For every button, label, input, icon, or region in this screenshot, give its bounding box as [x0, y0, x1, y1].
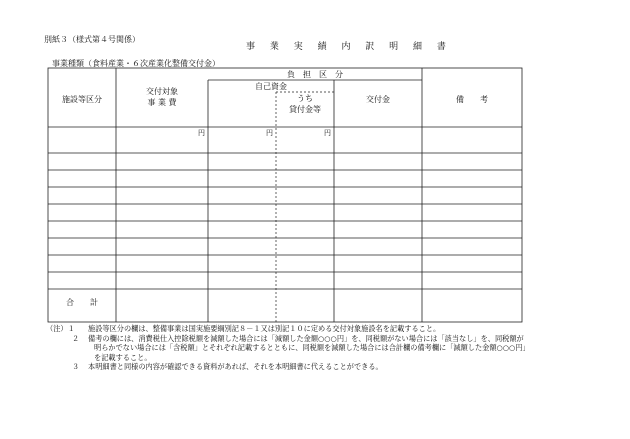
note-item [52, 333, 524, 344]
document-title: 事 業 実 績 内 訳 明 細 書 [246, 42, 452, 52]
yen-unit-own-funds: 円 [266, 129, 273, 137]
note-text: 本明細書と同様の内容が確認できる資料があれば、それを本明細書に代えることができる。 [88, 362, 383, 372]
yen-unit-loan: 円 [324, 129, 331, 137]
note-item [52, 362, 383, 372]
note-text: 備考の欄には、消費税仕入控除税額を減額した場合には「減額した金額○○○円」を、同税額がない場合には「該当なし」を、同税額が [88, 333, 524, 343]
form-label: 別紙３（様式第４号関係） [44, 35, 140, 44]
col-subsidy-target-header-line2: 事 業 費 [147, 98, 177, 107]
project-type-label: 事業種類（食料産業・６次産業化整備交付金） [52, 59, 220, 68]
note-text: 明らかでない場合には「含税額」とそれぞれ記載するとともに、同税額を減額した場合には合計欄の備考欄に「減額した金額○○○円」 [94, 343, 530, 353]
col-grant-header: 交付金 [366, 95, 390, 104]
note-number: ２ [72, 333, 80, 343]
col-loan-header-line2: 貸付金等 [289, 105, 321, 114]
col-subsidy-target-header-line1: 交付対象 [146, 87, 178, 96]
note-number: （注）１ [46, 324, 75, 333]
notes-section [46, 324, 530, 372]
note-item-continuation [52, 343, 530, 353]
note-item-continuation [52, 352, 152, 363]
total-row-label: 合 計 [66, 298, 98, 307]
col-own-funds-header: 自己資金 [255, 82, 287, 91]
note-item [46, 324, 441, 334]
note-text: 施設等区分の欄は、整備事業は国実施要綱別記８－１又は別記１０に定める交付対象施設名を記載すること。 [88, 324, 441, 333]
yen-unit-subsidy-target: 円 [198, 129, 205, 137]
col-remarks-header: 備 考 [456, 95, 488, 104]
note-number: ３ [72, 362, 80, 372]
col-facility-header: 施設等区分 [62, 95, 102, 104]
col-burden-header: 負 担 区 分 [287, 70, 343, 79]
note-text: を記載すること。 [94, 352, 152, 362]
col-loan-header-line1: うち [297, 94, 313, 103]
